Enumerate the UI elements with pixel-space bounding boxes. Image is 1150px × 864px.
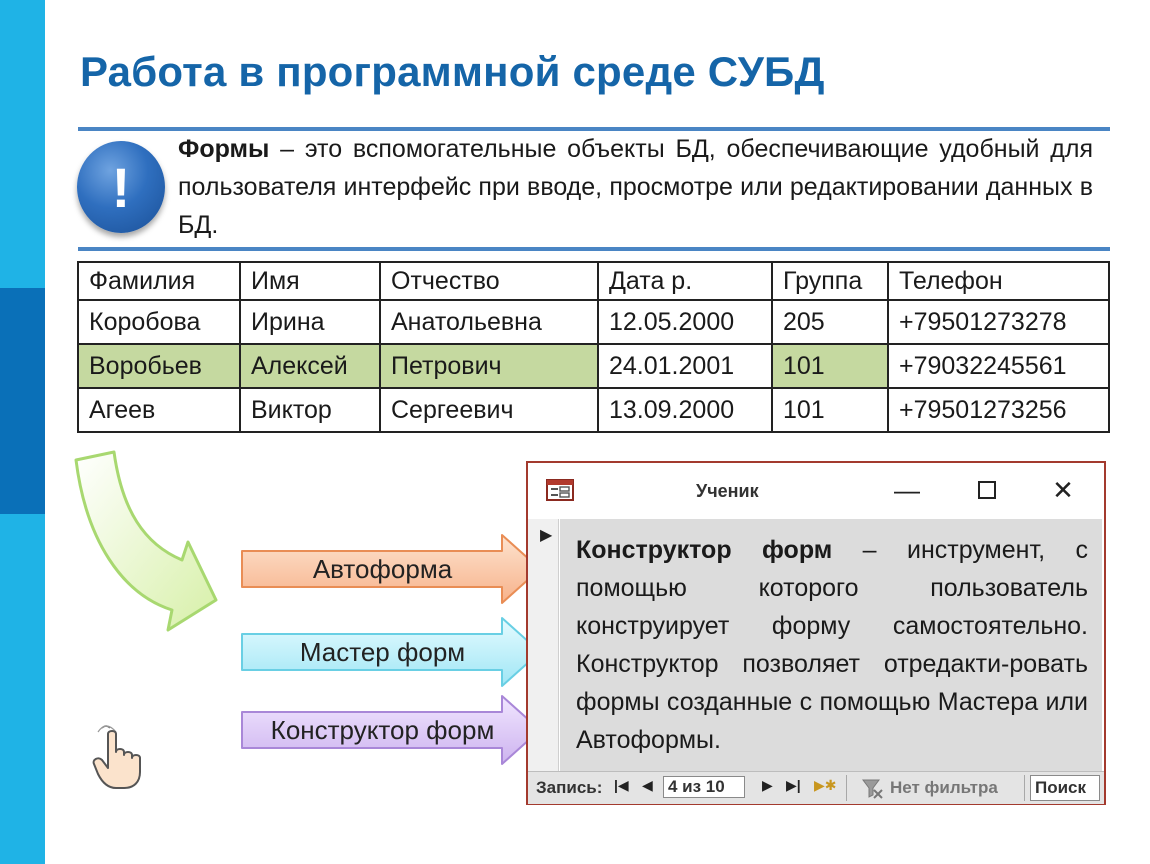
table-cell: Анатольевна [380,300,598,344]
table-row [78,300,1109,344]
form-designer-label: Конструктор форм [270,714,495,745]
table-cell: +79501273256 [888,388,1109,432]
search-field[interactable]: Поиск [1030,775,1100,801]
table-cell: Петрович [380,344,598,388]
table-cell: Воробьев [78,344,240,388]
record-navigation-bar [528,771,1104,804]
last-record-icon[interactable]: ▶| [786,777,801,793]
header-cell: Отчество [380,262,598,300]
record-selector[interactable] [528,519,559,771]
nav-separator [1024,775,1025,801]
designer-term: Конструктор форм [576,536,833,564]
definition-body: – это вспомогательные объекты БД, обеспечивающие удобный для пользователя интерфейс при вводе, просмотре или редактировании данных в БД. [178,135,1093,239]
table-cell: +79501273278 [888,300,1109,344]
pointing-hand-icon[interactable] [92,722,146,790]
divider-bottom [78,247,1110,251]
form-designer-arrow[interactable] [240,694,542,766]
table-cell: 12.05.2000 [598,300,772,344]
table-row-highlighted [78,344,1109,388]
record-label: Запись: [536,778,603,797]
first-record-icon[interactable]: |◀ [614,777,629,793]
table-cell: 24.01.2001 [598,344,772,388]
form-wizard-arrow[interactable] [240,616,542,688]
form-window [526,461,1106,805]
window-titlebar[interactable] [528,463,1104,519]
next-record-icon[interactable]: ▶ [762,777,773,793]
header-cell: Имя [240,262,380,300]
curved-arrow-icon [70,448,230,638]
table-cell: Агеев [78,388,240,432]
nav-separator [846,775,847,801]
filter-icon [862,778,884,800]
prev-record-icon[interactable]: ◀ [642,777,653,793]
no-filter-button[interactable]: Нет фильтра [890,778,998,797]
current-record-icon: ▶ [540,527,553,544]
close-icon[interactable]: ✕ [1052,475,1074,505]
table-cell: 205 [772,300,888,344]
minimize-icon[interactable]: — [894,475,920,505]
table-header-row [78,262,1109,300]
maximize-icon[interactable] [972,475,1002,505]
designer-body: – инструмент, с помощью которого пользователь конструирует форму самостоятельно. Конструктор позволяет отредакти-ровать формы созданные с помощью Мастера или Автоформы. [576,536,1088,754]
autoform-label: Автоформа [312,553,453,584]
header-cell: Фамилия [78,262,240,300]
window-title: Ученик [696,481,759,501]
table-cell: Сергеевич [380,388,598,432]
left-sidebar-accent [0,288,45,514]
table-cell: Ирина [240,300,380,344]
table-cell: 101 [772,344,888,388]
table-cell: +79032245561 [888,344,1109,388]
table-cell: 101 [772,388,888,432]
record-position-input[interactable]: 4 из 10 [663,776,745,798]
exclamation-icon: ! [77,141,165,233]
header-cell: Дата р. [598,262,772,300]
new-record-icon[interactable]: ▶✱ [814,777,837,793]
header-cell: Телефон [888,262,1109,300]
definition-text [178,130,1093,244]
header-cell: Группа [772,262,888,300]
form-body [560,519,1102,771]
form-wizard-label: Мастер форм [299,636,466,667]
page-title: Работа в программной среде СУБД [80,48,825,95]
table-cell: 13.09.2000 [598,388,772,432]
table-cell: Алексей [240,344,380,388]
table-cell: Виктор [240,388,380,432]
autoform-arrow[interactable] [240,533,542,605]
form-icon [546,479,574,501]
students-table [77,261,1110,433]
designer-description [576,531,1088,759]
table-cell: Коробова [78,300,240,344]
table-row [78,388,1109,432]
definition-term: Формы [178,135,270,163]
